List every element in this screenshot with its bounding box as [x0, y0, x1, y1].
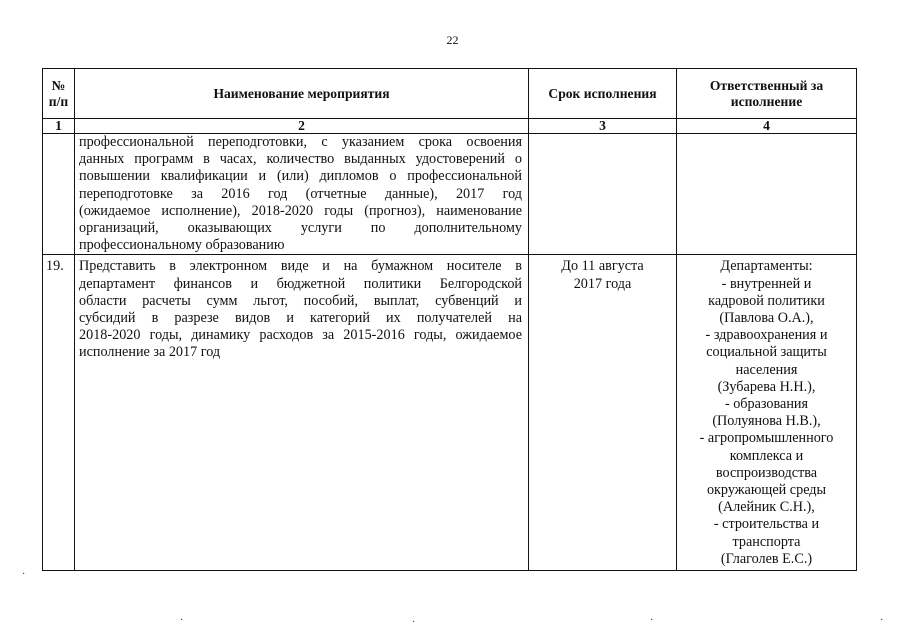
- responsible-line: Департаменты:: [720, 258, 813, 275]
- row-deadline: [529, 255, 677, 571]
- responsible-line: (Павлова О.А.),: [719, 310, 814, 327]
- page-number: 22: [446, 33, 459, 47]
- table-row-19: [43, 255, 857, 571]
- column-number: 2: [75, 119, 529, 134]
- responsible-line: (Глаголев Е.С.): [720, 550, 813, 567]
- responsible-line: окружающей среды: [706, 482, 827, 499]
- table-row-continued: [43, 134, 857, 255]
- row-deadline: [529, 134, 677, 255]
- description-line: данных программ в часах, количество выданных удостоверений о: [79, 151, 522, 168]
- header-responsible: Ответственный за исполнение: [677, 69, 857, 119]
- column-number: 1: [43, 119, 75, 134]
- row-num-cell: [43, 134, 75, 255]
- column-number: 3: [529, 119, 677, 134]
- responsible-line: (Зубарева Н.Н.),: [717, 378, 816, 395]
- deadline-line: До 11 августа: [561, 258, 644, 275]
- measures-table: [42, 68, 857, 571]
- description-line: профессиональной переподготовки, с указанием срока освоения: [79, 134, 522, 150]
- description-line: повышении квалификации и (или) дипломов о профессиональной: [79, 168, 522, 185]
- scan-speck: ·: [650, 615, 654, 626]
- deadline-line: 2017 года: [573, 275, 632, 292]
- responsible-line: воспроизводства: [715, 464, 818, 481]
- description-line: 2018-2020 годы, динамику расходов за 2015-2016 годы, ожидаемое: [79, 327, 522, 344]
- header-name: Наименование мероприятия: [75, 69, 529, 119]
- description-line: профессиональному образованию: [79, 237, 285, 254]
- description-line: исполнение за 2017 год: [79, 344, 221, 361]
- description-line: переподготовке за 2016 год (отчетные данные), 2017 год: [79, 185, 522, 202]
- responsible-line: транспорта: [732, 533, 801, 550]
- table-header-row: [43, 69, 857, 119]
- row-num: 19.: [43, 255, 75, 571]
- column-number-row: [43, 119, 857, 134]
- responsible-line: (Полуянова Н.В.),: [712, 413, 821, 430]
- responsible-line: населения: [735, 361, 798, 378]
- row-responsible: [677, 134, 857, 255]
- responsible-line: - агропромышленного: [699, 430, 834, 447]
- description-line: Представить в электронном виде и на бумажном носителе в: [79, 258, 522, 275]
- scan-speck: ·: [412, 617, 416, 628]
- scan-speck: ·: [880, 615, 884, 626]
- responsible-line: (Алейник С.Н.),: [718, 499, 815, 516]
- column-number: 4: [677, 119, 857, 134]
- row-responsible: [677, 255, 857, 571]
- row-description: [75, 255, 529, 571]
- description-line: организаций, оказывающих услуги по дополнительному: [79, 220, 522, 237]
- responsible-line: - образования: [724, 396, 809, 413]
- header-deadline: Срок исполнения: [529, 69, 677, 119]
- responsible-line: комплекса и: [729, 447, 804, 464]
- description-line: субсидий в разрезе видов и категорий их получателей на: [79, 310, 522, 327]
- responsible-line: - строительства и: [713, 516, 820, 533]
- responsible-line: социальной защиты: [706, 344, 827, 361]
- scan-speck: ·: [22, 569, 26, 580]
- responsible-line: кадровой политики: [708, 292, 825, 309]
- description-line: департамент финансов и бюджетной политики Белгородской: [79, 275, 522, 292]
- description-line: (ожидаемое исполнение), 2018-2020 годы (прогноз), наименование: [79, 202, 522, 219]
- header-num: № п/п: [43, 69, 75, 119]
- scan-speck: ·: [180, 615, 184, 626]
- responsible-line: - здравоохранения и: [705, 327, 828, 344]
- description-line: области расчеты сумм льгот, пособий, выплат, субвенций и: [79, 292, 522, 309]
- responsible-line: - внутренней и: [721, 275, 812, 292]
- row-description: [75, 134, 529, 255]
